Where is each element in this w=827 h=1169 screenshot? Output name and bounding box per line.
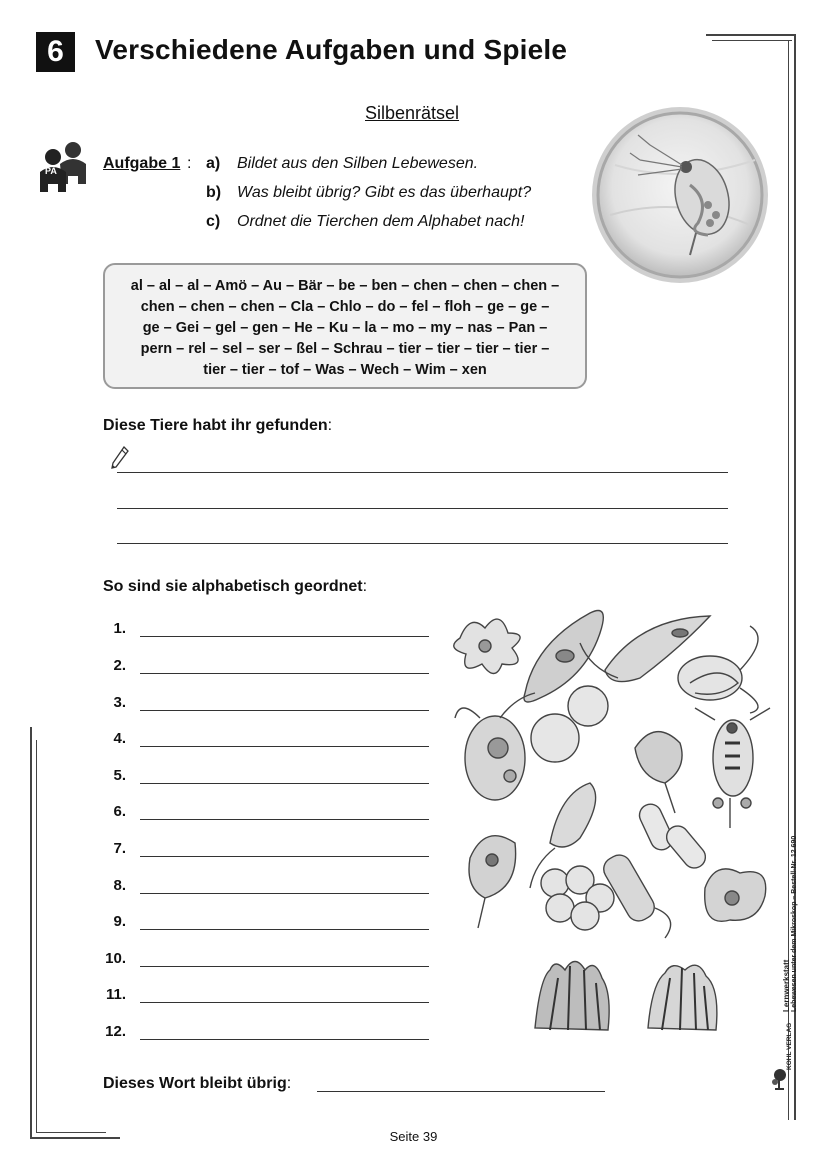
syllable-line: al – al – al – Amö – Au – Bär – be – ben – chen – chen – chen – [130,278,560,294]
list-number: 10. [105,950,126,967]
task-label: Aufgabe 1 [103,155,181,172]
sorted-section-label: So sind sie alphabetisch geordnet: [103,578,368,595]
list-number: 1. [113,620,126,637]
sorted-answer-line[interactable] [140,746,429,747]
sorted-answer-line[interactable] [140,856,429,857]
page-number: Seite 39 [389,1129,438,1144]
remaining-word-label-text: Dieses Wort bleibt übrig [103,1075,287,1092]
list-number: 4. [113,730,126,747]
frame-right-vertical-2 [788,40,789,1120]
task-item-a-letter: a) [206,155,221,172]
sorted-section-label-text: So sind sie alphabetisch geordnet [103,578,363,595]
sorted-answer-line[interactable] [140,929,429,930]
chapter-number-box: 6 [36,32,75,72]
microorganisms-illustration [440,598,780,1058]
found-answer-line[interactable] [117,472,728,473]
page-title: Verschiedene Aufgaben und Spiele [95,34,568,65]
partner-badge: PA [45,166,57,176]
list-number: 7. [113,840,126,857]
microscope-view-image [590,105,770,285]
list-number: 3. [113,694,126,711]
side-series-title: Lernwerkstatt [782,959,791,1012]
task-label-colon: : [187,155,192,172]
syllable-box [103,263,587,389]
task-item-c-letter: c) [206,213,221,230]
remaining-word-line[interactable] [317,1091,605,1092]
frame-left-vertical [30,727,32,1139]
list-number: 11. [105,986,126,1003]
remaining-word-label: Dieses Wort bleibt übrig: [103,1075,292,1092]
sorted-answer-line[interactable] [140,966,429,967]
pencil-icon [110,446,130,472]
partner-work-icon [38,140,88,192]
found-section-label: Diese Tiere habt ihr gefunden: [103,417,333,434]
publisher-logo [770,1066,788,1090]
task-item-c-text: Ordnet die Tierchen dem Alphabet nach! [237,213,525,230]
sorted-answer-line[interactable] [140,673,429,674]
syllable-line: chen – chen – chen – Cla – Chlo – do – fel – floh – ge – ge – [140,299,550,315]
list-number: 9. [113,913,126,930]
syllable-line: ge – Gei – gel – gen – He – Ku – la – mo – my – nas – Pan – [142,320,548,336]
frame-left-vertical-2 [36,740,37,1133]
list-number: 6. [113,803,126,820]
found-section-label-text: Diese Tiere habt ihr gefunden [103,417,328,434]
list-number: 2. [113,657,126,674]
syllable-line: tier – tier – tof – Was – Wech – Wim – xen [203,362,487,378]
found-answer-line[interactable] [117,543,728,544]
task-item-a-text: Bildet aus den Silben Lebewesen. [237,155,479,172]
sorted-answer-line[interactable] [140,819,429,820]
task-item-b-text: Was bleibt übrig? Gibt es das überhaupt? [237,184,532,201]
subtitle: Silbenrätsel [365,103,460,123]
sorted-answer-line[interactable] [140,710,429,711]
sorted-answer-line[interactable] [140,636,429,637]
list-number: 12. [105,1023,126,1040]
sorted-answer-line[interactable] [140,1039,429,1040]
syllable-line: pern – rel – sel – ser – ßel – Schrau – tier – tier – tier – tier – [140,341,550,357]
sorted-answer-line[interactable] [140,1002,429,1003]
sorted-answer-line[interactable] [140,893,429,894]
list-number: 8. [113,877,126,894]
found-answer-line[interactable] [117,508,728,509]
sorted-answer-line[interactable] [140,783,429,784]
publisher-logo-text: KOHL VERLAG [786,1022,793,1070]
side-book-info: Lebewesen unter dem Mikroskop – Bestell-Nr. 12 690 [791,835,798,1012]
frame-top-right-horizontal [706,34,796,36]
list-number: 5. [113,767,126,784]
task-item-b-letter: b) [206,184,222,201]
frame-top-right-horizontal-2 [712,40,792,41]
